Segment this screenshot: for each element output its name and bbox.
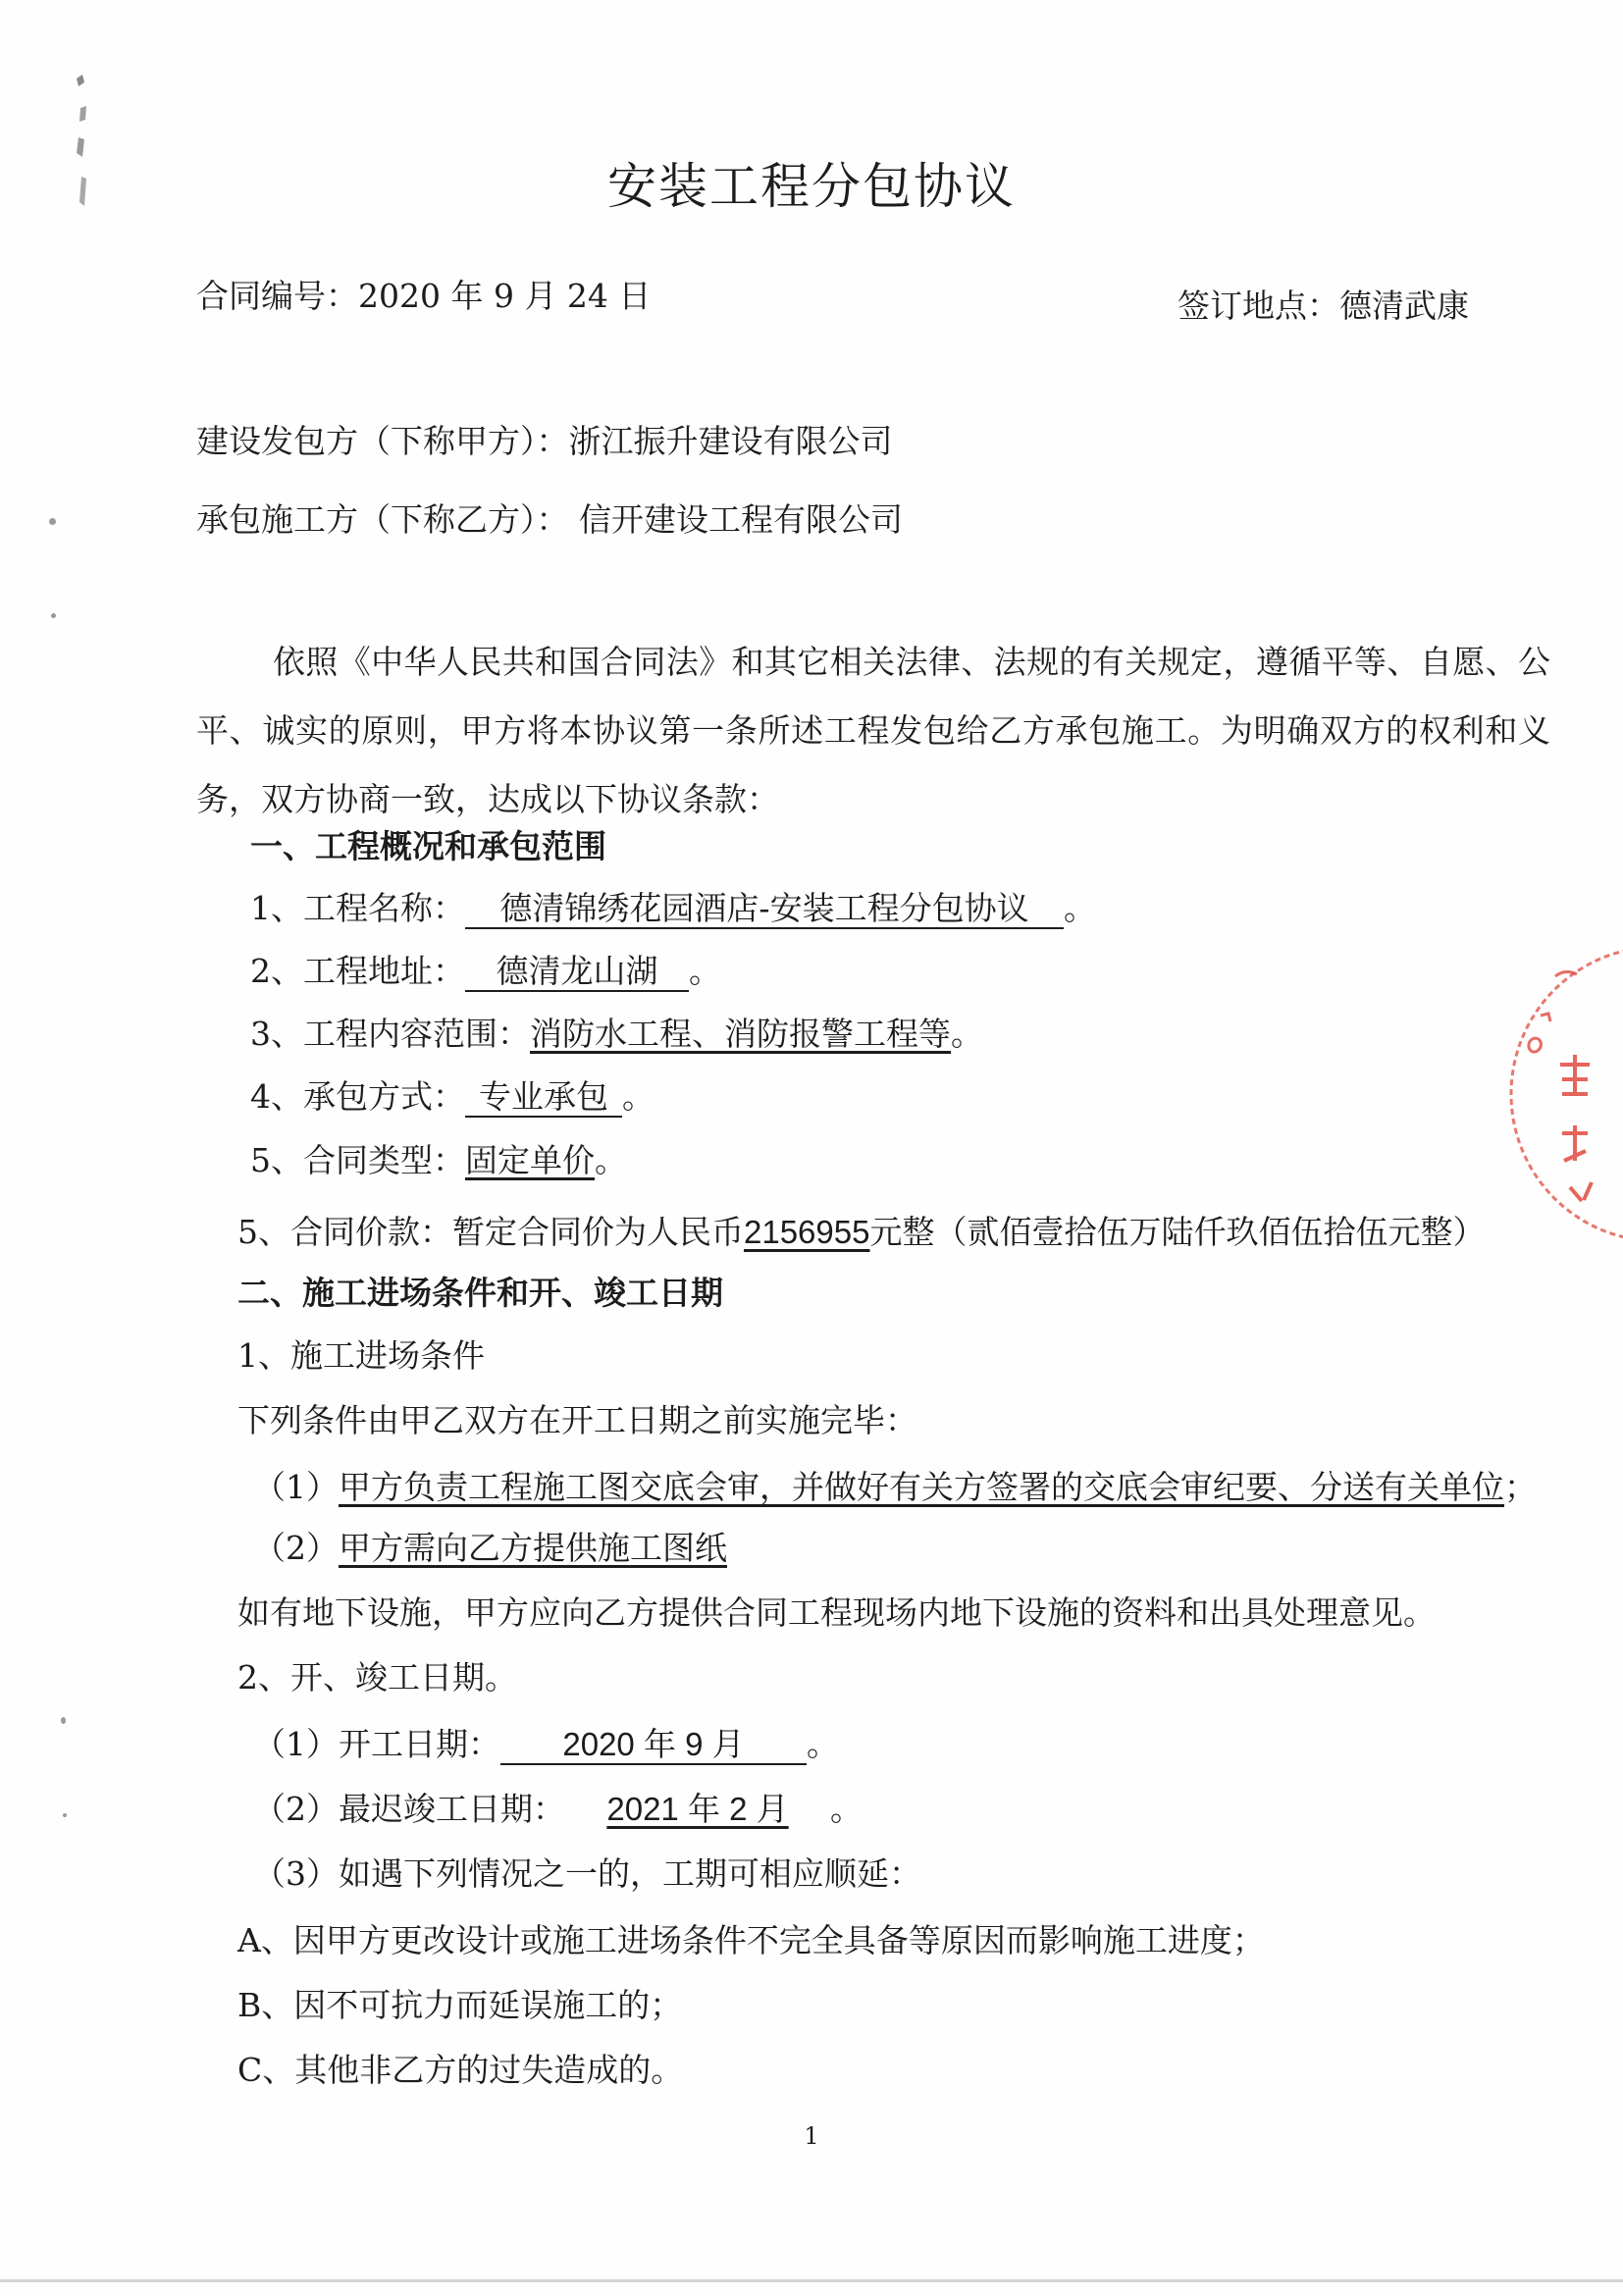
scan-speck bbox=[61, 1717, 66, 1724]
item-label: 3、工程内容范围： bbox=[250, 1015, 530, 1053]
delay-intro: （3）如遇下列情况之一的，工期可相应顺延： bbox=[253, 1854, 921, 1893]
condition-text: 甲方需向乙方提供施工图纸 bbox=[339, 1529, 727, 1567]
item-contract-mode: 4、承包方式： 专业承包 。 bbox=[250, 1077, 654, 1116]
condition-1: （1）甲方负责工程施工图交底会审，并做好有关方签署的交底会审纪要、分送有关单位； bbox=[253, 1468, 1537, 1506]
condition-prefix: （2） bbox=[253, 1529, 339, 1567]
item-project-scope: 3、工程内容范围：消防水工程、消防报警工程等。 bbox=[250, 1015, 983, 1053]
section2-heading: 二、施工进场条件和开、竣工日期 bbox=[237, 1274, 723, 1312]
finish-date-value: 2021 年 2 月 bbox=[606, 1791, 789, 1827]
start-date-field bbox=[500, 1726, 807, 1765]
underground-facilities: 如有地下设施，甲方应向乙方提供合同工程现场内地下设施的资料和出具处理意见。 bbox=[237, 1593, 1436, 1632]
delay-reason-b: B、因不可抗力而延误施工的； bbox=[237, 1986, 683, 2024]
start-date-label: （1）开工日期： bbox=[253, 1725, 500, 1763]
site-entry-conditions-heading: 1、施工进场条件 bbox=[237, 1336, 485, 1375]
finish-date-label: （2）最迟竣工日期： bbox=[253, 1790, 565, 1828]
contract-amount: 2156955 bbox=[744, 1214, 870, 1250]
item-label: 5、合同价款：暂定合同价为人民币 bbox=[237, 1213, 744, 1251]
project-address-value: 德清龙山湖 bbox=[496, 952, 658, 990]
sign-place: 签订地点：德清武康 bbox=[1178, 287, 1469, 325]
item-project-name: 1、工程名称： 德清锦绣花园酒店-安装工程分包协议 。 bbox=[250, 889, 1096, 927]
document-title: 安装工程分包协议 bbox=[607, 158, 1016, 215]
item-contract-price bbox=[237, 1213, 1485, 1252]
item-project-address: 2、工程地址： 德清龙山湖 。 bbox=[250, 952, 721, 990]
contract-amount-words: 元整（贰佰壹拾伍万陆仟玖佰伍拾伍元整） bbox=[869, 1213, 1486, 1251]
start-date-value: 2020 年 9 月 bbox=[562, 1726, 745, 1762]
finish-date-field bbox=[565, 1790, 830, 1829]
page-number: 1 bbox=[804, 2122, 819, 2150]
company-seal-fragment bbox=[1501, 947, 1623, 1241]
item-contract-type: 5、合同类型：固定单价。 bbox=[250, 1141, 627, 1179]
section1-heading: 一、工程概况和承包范围 bbox=[250, 827, 606, 865]
scan-speck bbox=[49, 518, 56, 525]
item-label: 4、承包方式： bbox=[250, 1077, 465, 1116]
scan-bottom-edge bbox=[0, 2279, 1623, 2282]
item-label: 1、工程名称： bbox=[250, 889, 465, 927]
contract-mode-value: 专业承包 bbox=[479, 1077, 608, 1116]
project-scope-value: 消防水工程、消防报警工程等 bbox=[530, 1015, 951, 1053]
contract-type-value: 固定单价 bbox=[465, 1141, 595, 1179]
start-date: （1）开工日期： 2020 年 9 月 。 bbox=[253, 1725, 839, 1763]
finish-date: （2）最迟竣工日期： 2021 年 2 月 。 bbox=[253, 1790, 863, 1828]
condition-text: 甲方负责工程施工图交底会审，并做好有关方签署的交底会审纪要、分送有关单位 bbox=[339, 1468, 1504, 1506]
party-a: 建设发包方（下称甲方）：浙江振升建设有限公司 bbox=[196, 422, 893, 460]
conditions-intro: 下列条件由甲乙双方在开工日期之前实施完毕： bbox=[237, 1401, 917, 1439]
contract-number: 合同编号：2020 年 9 月 24 日 bbox=[196, 277, 652, 315]
condition-prefix: （1） bbox=[253, 1468, 339, 1506]
condition-2 bbox=[253, 1529, 727, 1568]
scan-speck bbox=[63, 1813, 67, 1817]
project-name-value: 德清锦绣花园酒店-安装工程分包协议 bbox=[499, 889, 1029, 927]
preamble-paragraph: 依照《中华人民共和国合同法》和其它相关法律、法规的有关规定，遵循平等、自愿、公平、诚实的原则，甲方将本协议第一条所述工程发包给乙方承包施工。为明确双方的权利和义务，双方协商一致，达成以下协议条款： bbox=[196, 643, 1550, 818]
item-value bbox=[465, 953, 689, 992]
delay-reason-c: C、其他非乙方的过失造成的。 bbox=[237, 2051, 684, 2089]
item-label: 2、工程地址： bbox=[250, 952, 465, 990]
party-b: 承包施工方（下称乙方）： 信开建设工程有限公司 bbox=[196, 500, 903, 539]
item-label: 5、合同类型： bbox=[250, 1141, 465, 1179]
delay-reason-a: A、因甲方更改设计或施工进场条件不完全具备等原因而影响施工进度； bbox=[237, 1921, 1265, 1959]
dates-heading: 2、开、竣工日期。 bbox=[237, 1658, 517, 1696]
item-value bbox=[465, 1078, 622, 1118]
scan-speck bbox=[51, 613, 56, 618]
item-value bbox=[465, 890, 1064, 929]
